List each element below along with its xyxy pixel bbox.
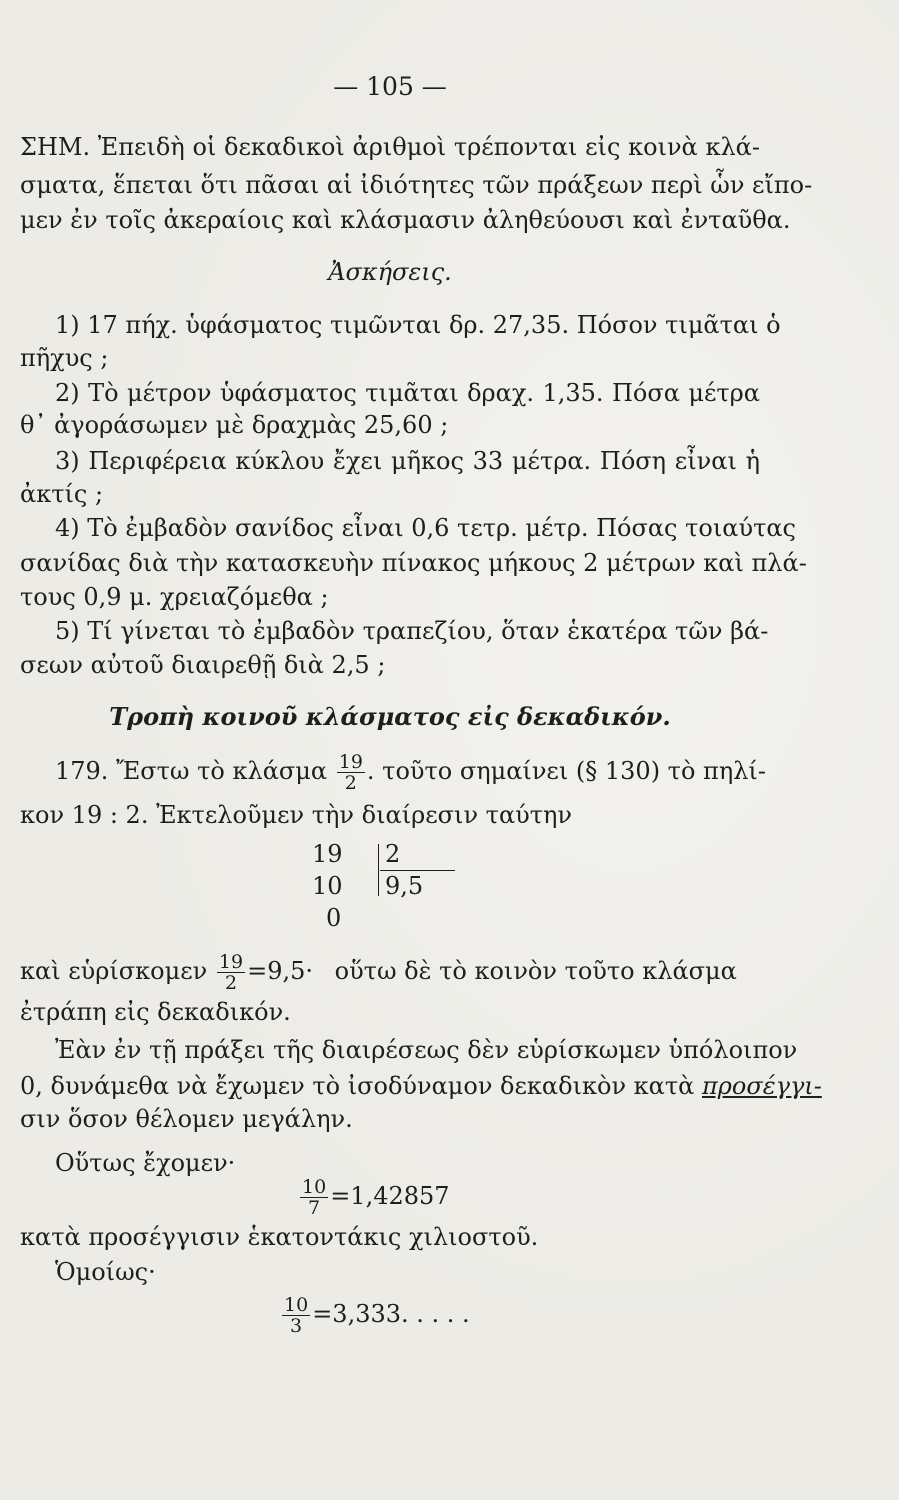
note-line-2: σματα, ἕπεται ὅτι πᾶσαι αἱ ἰδιότητες τῶν πράξεων περὶ ὧν εἴπο-	[20, 171, 813, 199]
fraction-denominator: 2	[224, 972, 238, 994]
thus-line: Οὕτως ἔχομεν·	[55, 1149, 236, 1177]
result-text-b: οὕτω δὲ τὸ κοινὸν τοῦτο κλάσμα	[334, 957, 737, 985]
page-number: — 105 —	[333, 72, 447, 101]
fraction-19-over-2	[337, 752, 365, 793]
result-text-a: καὶ εὑρίσκομεν	[20, 957, 208, 985]
exercise-1-line-1: 1) 17 πήχ. ὑφάσματος τιμῶνται δρ. 27,35. Πόσον τιμᾶται ὁ	[55, 311, 781, 339]
result-line-2: ἐτράπη εἰς δεκαδικόν.	[20, 998, 291, 1026]
fraction-numerator: 19	[218, 951, 244, 973]
equation-10-over-7	[298, 1177, 598, 1218]
exercise-5-line-2: σεων αὐτοῦ διαιρεθῇ διὰ 2,5 ;	[20, 651, 386, 679]
exercise-5-line-1: 5) Τί γίνεται τὸ ἐμβαδὸν τραπεζίου, ὅταν ἑκατέρα τῶν βά-	[55, 617, 769, 645]
note-line-1: ΣΗΜ. Ἐπειδὴ οἱ δεκαδικοὶ ἀριθμοὶ τρέπονται εἰς κοινὰ κλά-	[20, 133, 760, 161]
remark-text-underlined: προσέγγι-	[702, 1072, 822, 1100]
fraction-10-over-3	[282, 1295, 310, 1336]
section-heading: Τροπὴ κοινοῦ κλάσματος εἰς δεκαδικόν.	[109, 702, 671, 731]
paragraph-179-line-2: κον 19 : 2. Ἐκτελοῦμεν τὴν διαίρεσιν ταύτην	[20, 801, 572, 829]
fraction-denominator: 3	[290, 1315, 303, 1337]
fraction-numerator: 10	[302, 1176, 327, 1198]
fraction-denominator: 7	[308, 1197, 321, 1219]
equation-1-rhs: =1,42857	[330, 1182, 450, 1210]
remark-line-2	[20, 1071, 822, 1101]
exercise-2-line-2: θ᾽ ἀγοράσωμεν μὲ δραχμὰς 25,60 ;	[20, 411, 449, 439]
fraction-19-over-2-result	[217, 952, 245, 993]
equation-2-rhs: =3,333. . . . .	[312, 1300, 470, 1328]
result-line-1	[20, 952, 760, 993]
paragraph-179-line-1	[55, 751, 766, 794]
remark-line-1: Ἐὰν ἐν τῇ πράξει τῆς διαιρέσεως δὲν εὑρίσκωμεν ὑπόλοιπον	[55, 1036, 798, 1064]
remark-line-3: σιν ὅσον θέλομεν μεγάλην.	[20, 1105, 353, 1133]
exercise-4-line-1: 4) Τὸ ἐμβαδὸν σανίδος εἶναι 0,6 τετρ. μέτρ. Πόσας τοιαύτας	[55, 514, 796, 542]
remark-text-a: 0, δυνάμεθα νὰ ἔχωμεν τὸ ἰσοδύναμον δεκαδικὸν κατὰ	[20, 1072, 695, 1100]
exercises-heading: Ἀσκήσεις.	[328, 258, 452, 286]
long-division	[300, 838, 480, 934]
divisor: 2	[385, 840, 401, 868]
result-equals: =9,5·	[247, 957, 313, 985]
fraction-numerator: 10	[284, 1294, 309, 1316]
p179-text-a: 179. Ἔστω τὸ κλάσμα	[55, 757, 328, 785]
exercise-3-line-1: 3) Περιφέρεια κύκλου ἔχει μῆκος 33 μέτρα. Πόση εἶναι ἡ	[55, 447, 760, 475]
p179-text-b: . τοῦτο σημαίνει (§ 130) τὸ πηλί-	[366, 757, 766, 785]
dividend: 19	[312, 840, 343, 868]
approx-line: κατὰ προσέγγισιν ἑκατοντάκις χιλιοστοῦ.	[20, 1223, 539, 1251]
remainder-1: 10	[312, 872, 343, 900]
exercise-4-line-3: τους 0,9 μ. χρειαζόμεθα ;	[20, 583, 329, 611]
equation-10-over-3	[280, 1295, 580, 1336]
remainder-2: 0	[326, 904, 342, 932]
likewise-line: Ὁμοίως·	[55, 1258, 156, 1286]
note-line-3: μεν ἐν τοῖς ἀκεραίοις καὶ κλάσμασιν ἀληθεύουσι καὶ ἐνταῦθα.	[20, 206, 791, 234]
quotient: 9,5	[385, 872, 424, 900]
fraction-denominator: 2	[344, 772, 357, 794]
fraction-10-over-7	[300, 1177, 328, 1218]
exercise-1-line-2: πῆχυς ;	[20, 344, 109, 372]
fraction-numerator: 19	[338, 751, 363, 773]
exercise-3-line-2: ἀκτίς ;	[20, 480, 104, 508]
exercise-4-line-2: σανίδας διὰ τὴν κατασκευὴν πίνακος μήκους 2 μέτρων καὶ πλά-	[20, 549, 807, 577]
exercise-2-line-1: 2) Τὸ μέτρον ὑφάσματος τιμᾶται δραχ. 1,35. Πόσα μέτρα	[55, 379, 760, 407]
